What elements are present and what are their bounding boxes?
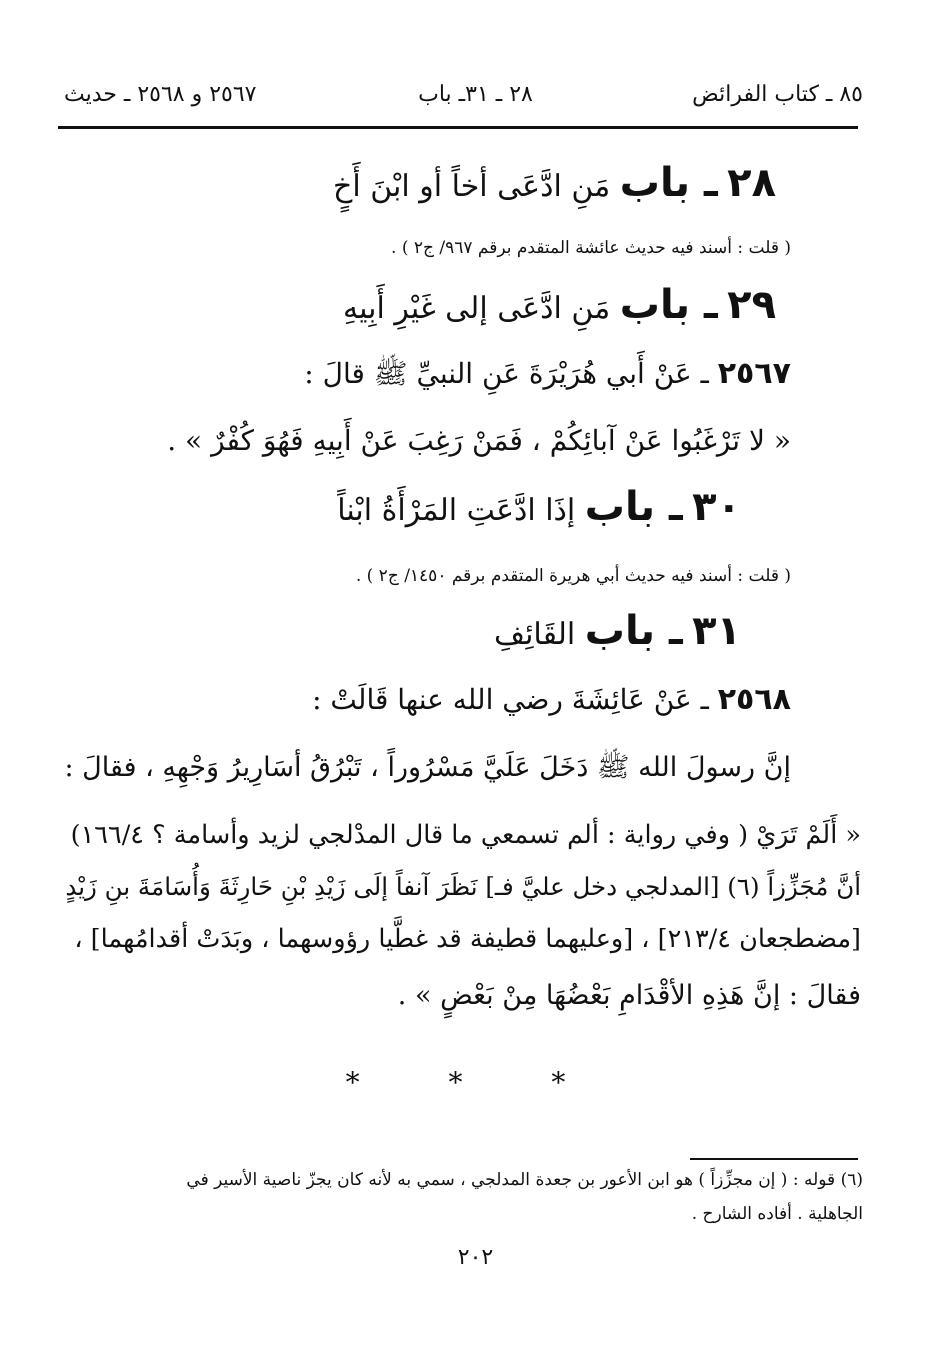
chapter-heading-30: ٣٠ ـ باب إذَا ادَّعَتِ المَرْأَةُ ابْناً [337, 484, 741, 530]
hadith-2568-line-5: فقالَ : إنَّ هَذِهِ الأقْدَامِ بَعْضُهَا مِنْ بَعْضٍ » . [397, 980, 861, 1011]
editor-note-2: ( قلت : أسند فيه حديث أبي هريرة المتقدم برقم ١٤٥٠/ ج٢ ) . [355, 566, 791, 586]
editor-note-1: ( قلت : أسند فيه حديث عائشة المتقدم برقم ٩٦٧/ ج٢ ) . [391, 238, 791, 258]
chapter-number: ٢٨ [727, 160, 776, 206]
hadith-2568-line-1: إنَّ رسولَ الله ﷺ دَخَلَ عَلَيَّ مَسْرُوراً ، تَبْرُقُ أسَارِيرُ وَجْهِهِ ، فقالَ : [64, 752, 791, 783]
chapter-heading-31: ٣١ ـ باب القَائِفِ [494, 608, 741, 654]
header-book-title: ٨٥ ـ كتاب الفرائض [692, 82, 863, 107]
hadith-2567-intro [304, 356, 791, 397]
header-hadith-range: ٢٥٦٧ و ٢٥٦٨ ـ حديث [64, 82, 257, 107]
footnote-rule [690, 1158, 858, 1160]
chapter-word: باب [619, 160, 691, 206]
chapter-word: باب [584, 484, 656, 530]
hadith-2568-line-4: [مضطجعان ٢١٣/٤] ، [وعليهما قطيفة قد غطَّيا رؤوسهما ، وبَدَتْ أقدامُهما] ، [74, 924, 861, 954]
hadith-2568-intro [312, 682, 791, 717]
chapter-word: باب [584, 608, 656, 654]
chapter-title: مَنِ ادَّعَى أخاً أو ابْنَ أَخٍ [332, 169, 611, 204]
chapter-title: مَنِ ادَّعَى إلى غَيْرِ أَبِيهِ [342, 291, 611, 326]
hadith-2567-text: « لا تَرْغَبُوا عَنْ آبائِكُمْ ، فَمَنْ رَغِبَ عَنْ أَبِيهِ فَهُوَ كُفْرٌ » . [167, 424, 791, 457]
chapter-number: ٣٠ [692, 484, 741, 530]
chapter-title: إذَا ادَّعَتِ المَرْأَةُ ابْناً [337, 493, 576, 528]
hadith-2568-line-3: أنَّ مُجَزِّزاً (٦) [المدلجي دخل عليَّ فـ] نَظَرَ آنفاً إلَى زَيْدِ بْنِ حَارِثَةَ وَأُسَامَةَ بنِ زَيْدٍ [65, 872, 861, 901]
chapter-heading-28: ٢٨ ـ باب مَنِ ادَّعَى أخاً أو ابْنَ أَخٍ [332, 160, 776, 206]
footnote-line-1: (٦) قوله : ( إن مجزِّزاً ) هو ابن الأعور بن جعدة المدلجي ، سمي به لأنه كان يجزّ ناصية الأسير في [186, 1170, 863, 1190]
hadith-isnad: ـ عَنْ أَبي هُرَيْرَةَ عَنِ النبيِّ ﷺ قالَ : [304, 357, 709, 390]
chapter-title: القَائِفِ [494, 617, 576, 652]
chapter-heading-29: ٢٩ ـ باب مَنِ ادَّعَى إلى غَيْرِ أَبِيهِ [342, 282, 776, 328]
footnote-line-2: الجاهلية . أفاده الشارح . [691, 1204, 863, 1224]
header-rule [58, 126, 858, 129]
section-separator: * * * [345, 1066, 606, 1099]
hadith-number: ٢٥٦٨ [717, 682, 791, 717]
page-number: ٢٠٢ [457, 1245, 494, 1270]
hadith-2568-line-2: « أَلَمْ تَرَيْ ( وفي رواية : ألم تسمعي ما قال المدْلجي لزيد وأسامة ؟ ١٦٦/٤) [70, 820, 861, 850]
hadith-isnad: ـ عَنْ عَائِشَةَ رضي الله عنها قَالَتْ : [312, 683, 709, 716]
header-chapter-range: ٢٨ ـ ٣١ـ باب [418, 82, 533, 107]
chapter-number: ٣١ [692, 608, 741, 654]
chapter-number: ٢٩ [727, 282, 776, 328]
chapter-word: باب [619, 282, 691, 328]
hadith-number: ٢٥٦٧ [717, 356, 791, 391]
